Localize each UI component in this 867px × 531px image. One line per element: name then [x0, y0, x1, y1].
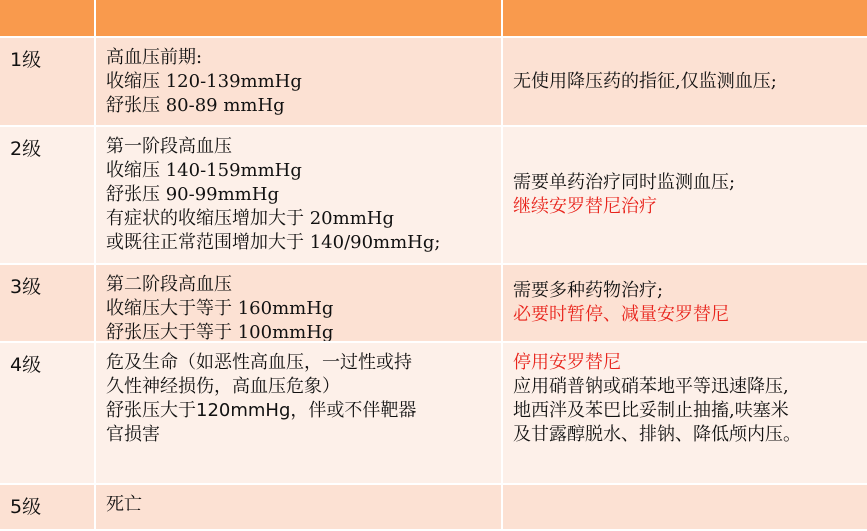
control-measure-cell [503, 343, 867, 485]
grade-description-cell [96, 265, 501, 343]
grade-description-cell [96, 38, 501, 127]
description-line: 或既往正常范围增加大于 140/90mmHg; [106, 232, 441, 253]
control-line: 需要单药治疗同时监测血压; [513, 172, 736, 193]
description-line: 死亡 [106, 494, 142, 515]
description-text: ，伴或不伴靶器 [290, 400, 417, 421]
control-line: 地西泮及苯巴比妥制止抽搐,呋塞米 [513, 400, 789, 421]
description-line: 收缩压 140-159mmHg [106, 160, 302, 181]
grade-level-cell: 2级 [0, 127, 94, 265]
description-line [106, 399, 501, 423]
control-line-highlight: 必要时暂停、减量安罗替尼 [513, 304, 729, 325]
description-line: 危及生命（如恶性高血压，一过性或持 [106, 352, 412, 373]
control-line: 需要多种药物治疗; [513, 280, 664, 301]
control-line-highlight: 继续安罗替尼治疗 [513, 196, 657, 217]
description-line: 舒张压 80-89 mmHg [106, 95, 285, 116]
description-line: 官损害 [106, 424, 160, 445]
control-measure-cell [503, 265, 867, 343]
description-line: 高血压前期: [106, 47, 203, 68]
description-line: 第二阶段高血压 [106, 274, 232, 295]
control-measure-cell [503, 127, 867, 265]
description-line: 收缩压 120-139mmHg [106, 71, 302, 92]
control-measure-cell [503, 485, 867, 531]
header-cell-description [96, 0, 501, 38]
description-line: 收缩压大于等于 160mmHg [106, 298, 334, 319]
description-line: 有症状的收缩压增加大于 20mmHg [106, 208, 394, 229]
control-line: 及甘露醇脱水、排钠、降低颅内压。 [513, 424, 801, 445]
description-line: 舒张压 90-99mmHg [106, 184, 279, 205]
grade-description-cell [96, 343, 501, 485]
header-cell-level [0, 0, 94, 38]
description-text: 舒张压大于 [106, 400, 196, 421]
control-measure-cell [503, 38, 867, 127]
description-line: 久性神经损伤，高血压危象） [106, 376, 340, 397]
control-line: 无使用降压药的指征,仅监测血压; [513, 70, 777, 92]
grade-level-cell: 4级 [0, 343, 94, 485]
grade-level-cell: 3级 [0, 265, 94, 343]
control-line-highlight: 停用安罗替尼 [513, 352, 621, 373]
description-line: 舒张压大于等于 100mmHg [106, 322, 334, 343]
description-value: 120mmHg [196, 400, 291, 421]
grade-description-cell [96, 485, 501, 531]
description-line: 第一阶段高血压 [106, 136, 232, 157]
grade-level-cell: 5级 [0, 485, 94, 531]
control-line: 应用硝普钠或硝苯地平等迅速降压, [513, 376, 789, 397]
header-cell-control [503, 0, 867, 38]
grade-level-cell: 1级 [0, 38, 94, 127]
grade-description-cell [96, 127, 501, 265]
